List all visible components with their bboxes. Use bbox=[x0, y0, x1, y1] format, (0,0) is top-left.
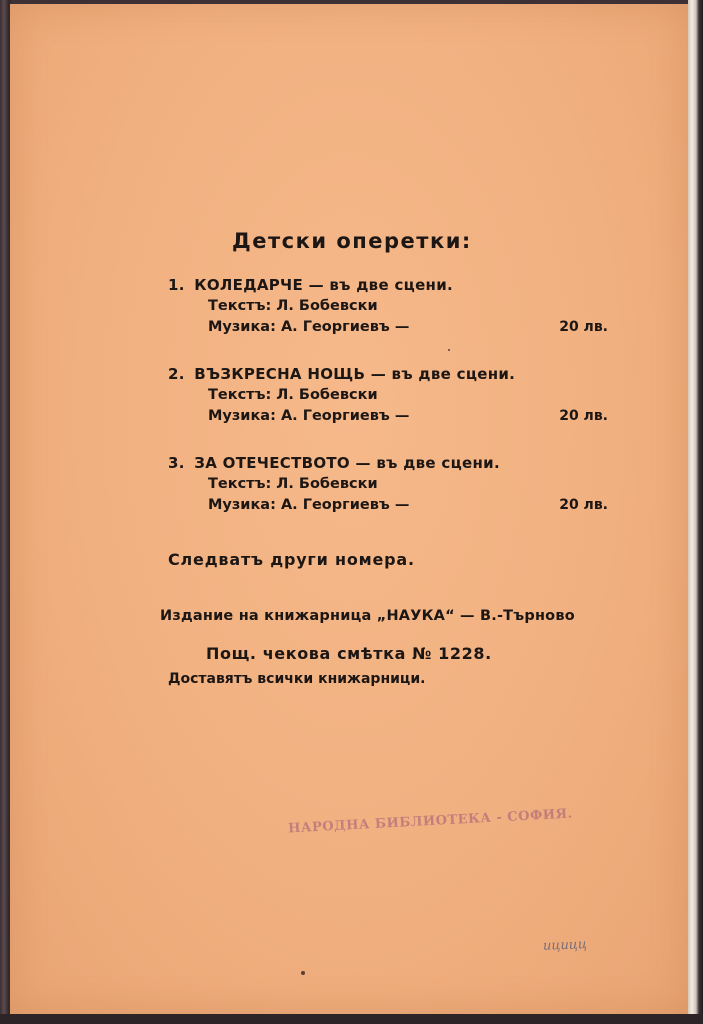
delivery-note: Доставятъ всички книжарници. bbox=[168, 671, 426, 687]
entry-title-row bbox=[168, 363, 608, 385]
ink-speck bbox=[448, 349, 450, 351]
entry-music-row bbox=[168, 317, 608, 338]
ink-speck bbox=[301, 971, 305, 975]
entry-title: ВЪЗКРЕСНА НОЩЬ bbox=[194, 365, 366, 383]
more-numbers-note: Следватъ други номера. bbox=[168, 550, 415, 569]
entry-text-credit: Текстъ: Л. Бобевски bbox=[208, 476, 378, 492]
entry-subtitle: — въ две сцени. bbox=[308, 276, 454, 294]
entry-number: 2. bbox=[168, 365, 185, 383]
entry-price: 20 лв. bbox=[559, 497, 608, 513]
entry-music-row bbox=[168, 406, 608, 427]
entry-price: 20 лв. bbox=[559, 319, 608, 335]
paper-sheet bbox=[10, 4, 688, 1014]
publisher-line: Издание на книжарница „НАУКА“ — В.-Търново bbox=[160, 608, 575, 624]
entry-number: 3. bbox=[168, 454, 185, 472]
book-bottom-edge bbox=[0, 1014, 703, 1024]
postal-account-line: Пощ. чекова смѣтка № 1228. bbox=[206, 644, 492, 663]
page-content bbox=[10, 4, 688, 1014]
entry-price: 20 лв. bbox=[559, 408, 608, 424]
library-stamp: НАРОДНА БИБЛИОТЕКА - СОФИЯ. bbox=[287, 806, 573, 837]
handwritten-mark: ицицц bbox=[542, 937, 588, 954]
operetta-entry-3 bbox=[168, 452, 608, 516]
entry-number: 1. bbox=[168, 276, 185, 294]
entry-subtitle: — въ две сцени. bbox=[355, 454, 500, 472]
entry-music-row bbox=[168, 495, 608, 516]
entry-title-row bbox=[168, 452, 608, 474]
entry-text-credit: Текстъ: Л. Бобевски bbox=[208, 387, 378, 403]
operetta-entry-1 bbox=[168, 274, 608, 338]
book-spine-edge bbox=[688, 0, 703, 1024]
entry-title: ЗА ОТЕЧЕСТВОТО bbox=[194, 454, 350, 472]
entry-music-credit: Музика: А. Георгиевъ — bbox=[208, 319, 410, 335]
entry-title-row bbox=[168, 274, 608, 296]
page-heading: Детски оперетки: bbox=[232, 229, 472, 253]
operetta-entry-2 bbox=[168, 363, 608, 427]
entry-title: КОЛЕДАРЧЕ bbox=[194, 276, 304, 294]
entry-text-credit: Текстъ: Л. Бобевски bbox=[208, 298, 378, 314]
entry-subtitle: — въ две сцени. bbox=[370, 365, 516, 383]
entry-music-credit: Музика: А. Георгиевъ — bbox=[208, 497, 410, 513]
entry-music-credit: Музика: А. Георгиевъ — bbox=[208, 408, 410, 424]
